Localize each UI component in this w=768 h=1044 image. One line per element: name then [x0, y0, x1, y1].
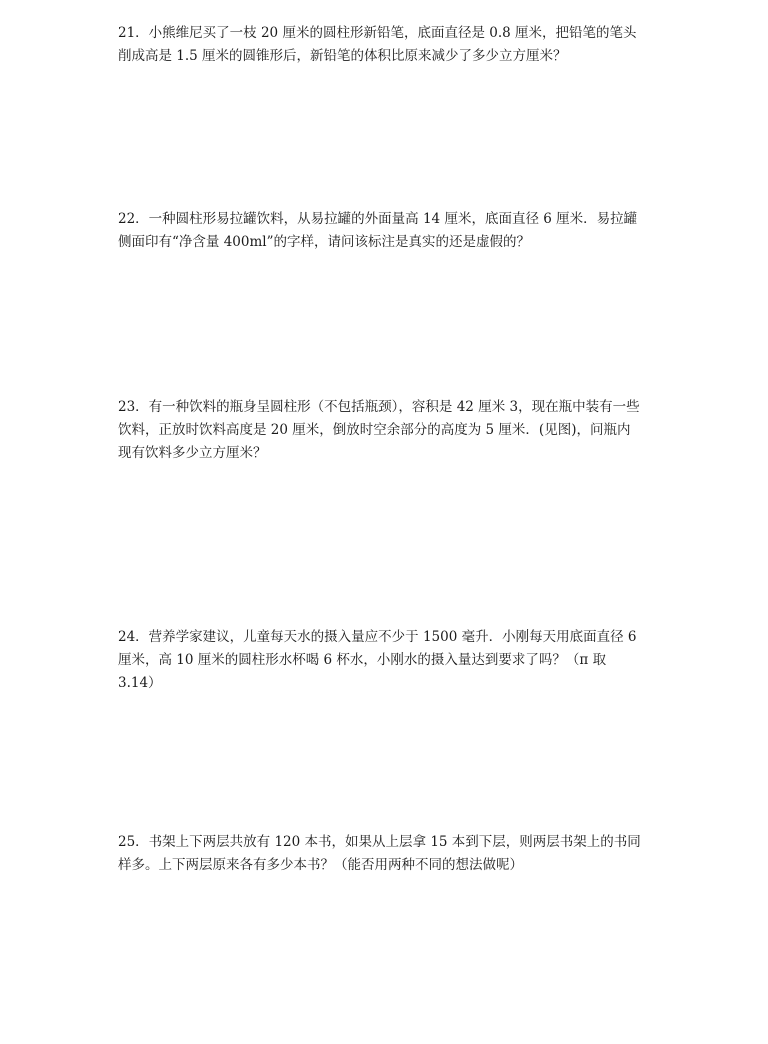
question-23-line-3: 现有饮料多少立方厘米？: [118, 445, 267, 461]
question-23: [118, 396, 658, 465]
question-25-line-2: 样多。上下两层原来各有多少本书？（能否用两种不同的想法做呢）: [118, 857, 523, 873]
question-22-line-2: 侧面印有“净含量 400ml”的字样，请问该标注是真实的还是虚假的？: [118, 234, 530, 250]
question-22: [118, 208, 658, 254]
question-22-line-1: 22．一种圆柱形易拉罐饮料，从易拉罐的外面量高 14 厘米，底面直径 6 厘米．易拉罐: [118, 211, 638, 227]
question-25-line-1: 25．书架上下两层共放有 120 本书，如果从上层拿 15 本到下层，则两层书架上的书同: [118, 834, 641, 850]
question-21-line-2: 削成高是 1.5 厘米的圆锥形后，新铅笔的体积比原来减少了多少立方厘米？: [118, 48, 567, 64]
question-23-line-2: 饮料，正放时饮料高度是 20 厘米，倒放时空余部分的高度为 5 厘米．(见图)，问瓶内: [118, 422, 631, 438]
question-21: [118, 22, 658, 68]
question-25: [118, 831, 658, 877]
question-23-line-1: 23．有一种饮料的瓶身呈圆柱形（不包括瓶颈），容积是 42 厘米 3，现在瓶中装有一些: [118, 399, 640, 415]
question-24-line-2: 厘米，高 10 厘米的圆柱形水杯喝 6 杯水，小刚水的摄入量达到要求了吗？（π 取: [118, 652, 607, 668]
question-24-line-3: 3.14）: [118, 675, 162, 691]
question-21-line-1: 21．小熊维尼买了一枝 20 厘米的圆柱形新铅笔，底面直径是 0.8 厘米，把铅笔的笔头: [118, 25, 637, 41]
question-24: [118, 626, 658, 695]
question-24-line-1: 24．营养学家建议，儿童每天水的摄入量应不少于 1500 毫升．小刚每天用底面直径 6: [118, 629, 637, 645]
